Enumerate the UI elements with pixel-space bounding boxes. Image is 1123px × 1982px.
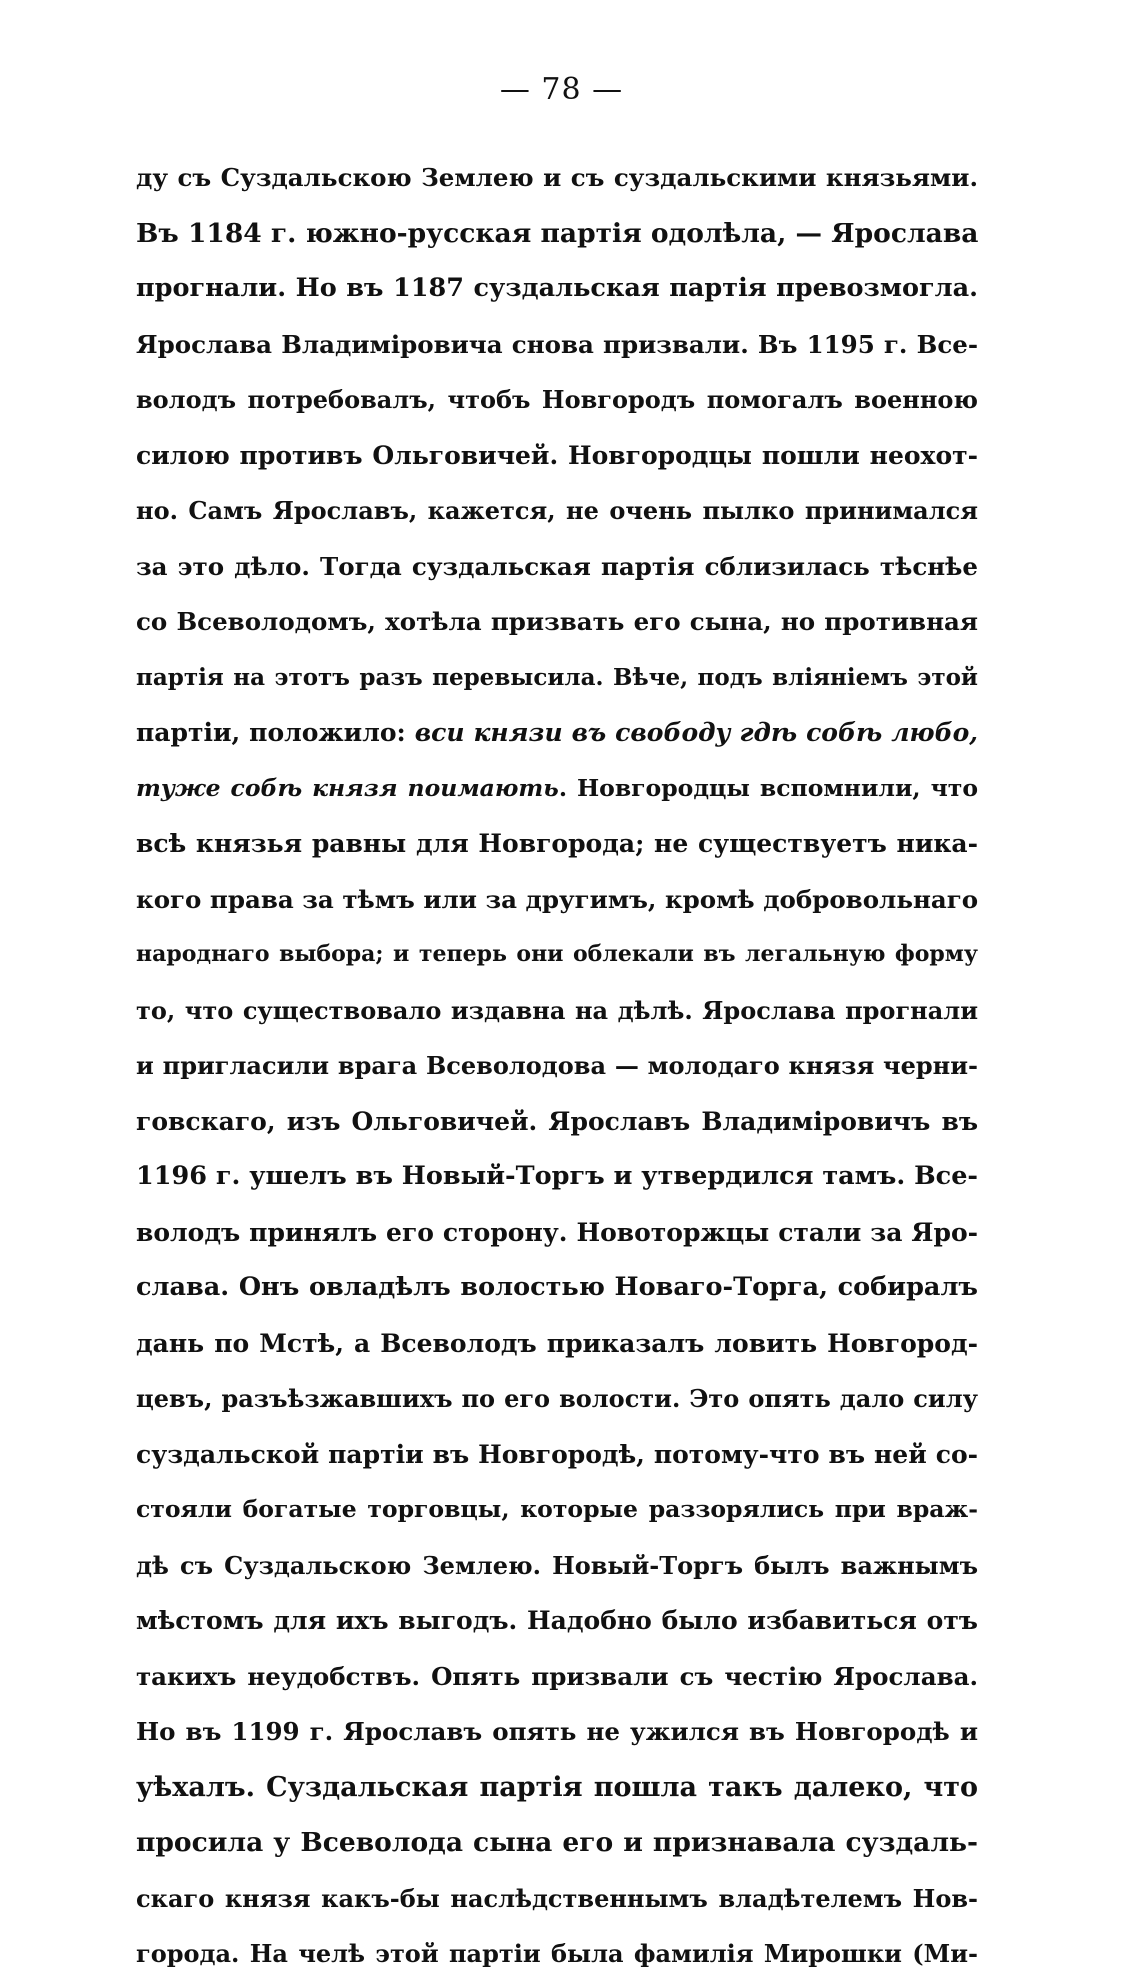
text-line: дѣ съ Суздальскою Землею. Новый-Торгъ былъ важнымъ	[136, 1550, 978, 1580]
quote-italic: вси князи въ свободу гдѣ собѣ любо,	[414, 718, 978, 747]
text-line: Но въ 1199 г. Ярославъ опять не ужился въ Новгородѣ и	[136, 1717, 978, 1746]
text-line: скаго князя какъ-бы наслѣдственнымъ владѣтелемъ Нов-	[136, 1883, 978, 1913]
quote-italic: тужe собѣ князя поимають	[136, 773, 559, 802]
text-line: и пригласили врага Всеволодова — молодаго князя черни-	[136, 1051, 978, 1080]
text-line: суздальской партіи въ Новгородѣ, потому-что въ ней со-	[136, 1439, 978, 1469]
text-line: но. Самъ Ярославъ, кажется, не очень пылко принимался	[136, 496, 978, 525]
text-line: володъ потребовалъ, чтобъ Новгородъ помогалъ военною	[136, 385, 978, 414]
text-line: говскаго, изъ Ольговичей. Ярославъ Владиміровичъ въ	[136, 1106, 978, 1136]
text-line: партіи, положило: вси князи въ свободу гдѣ собѣ любо,	[136, 718, 978, 747]
text-line: стояли богатые торговцы, которые раззорялись при враж-	[136, 1495, 978, 1523]
text-line: просила у Всеволода сына его и признавала суздаль-	[136, 1827, 978, 1858]
text-line: 1196 г. ушелъ въ Новый-Торгъ и утвердился тамъ. Все-	[136, 1161, 978, 1191]
text-line: за это дѣло. Тогда суздальская партія сблизилась тѣснѣе	[136, 551, 978, 581]
text-line: силою противъ Ольговичей. Новгородцы пошли неохот-	[136, 440, 978, 470]
text-line: слава. Онъ овладѣлъ волостью Новаго-Торга, собиралъ	[136, 1272, 978, 1302]
text-line: кого права за тѣмъ или за другимъ, кромѣ добровольнаго	[136, 884, 978, 914]
text-line: всѣ князья равны для Новгорода; не существуетъ ника-	[136, 829, 978, 858]
text-line: володъ принялъ его сторону. Новоторжцы стали за Яро-	[136, 1217, 978, 1247]
text-line: уѣхалъ. Суздальская партія пошла такъ далеко, что	[136, 1771, 978, 1803]
text-line: Въ 1184 г. южно-русская партія одолѣла, — Ярослава	[136, 217, 978, 249]
body-text	[136, 150, 978, 1982]
text-line: партія на этотъ разъ перевысила. Вѣче, подъ вліяніемъ этой	[136, 663, 978, 691]
text-line: дань по Мстѣ, а Всеволодъ приказалъ ловить Новгород-	[136, 1328, 978, 1358]
text-line: цевъ, разъѣзжавшихъ по его волости. Это опять дало силу	[136, 1384, 978, 1413]
text-line: прогнали. Но въ 1187 суздальская партія превозмогла.	[136, 273, 978, 303]
text-line: народнаго выбора; и теперь они облекали въ легальную форму	[136, 941, 978, 967]
text-line: города. На челѣ этой партіи была фамилія Мирошки (Ми-	[136, 1939, 978, 1968]
page-number: — 78 —	[499, 72, 624, 107]
text-line: тужe собѣ князя поимають. Новгородцы вспомнили, что	[136, 773, 978, 802]
text-line: то, что существовало издавна на дѣлѣ. Ярослава прогнали	[136, 995, 978, 1025]
text-line: такихъ неудобствъ. Опять призвали съ честію Ярослава.	[136, 1661, 978, 1691]
text-line: со Всеволодомъ, хотѣла призвать его сына, но противная	[136, 607, 978, 636]
text-line: ду съ Суздальскою Землею и съ суздальскими князьями.	[136, 163, 978, 192]
text-line: Ярослава Владиміровича снова призвали. Въ 1195 г. Все-	[136, 329, 978, 359]
text-line: мѣстомъ для ихъ выгодъ. Надобно было избавиться отъ	[136, 1606, 978, 1635]
